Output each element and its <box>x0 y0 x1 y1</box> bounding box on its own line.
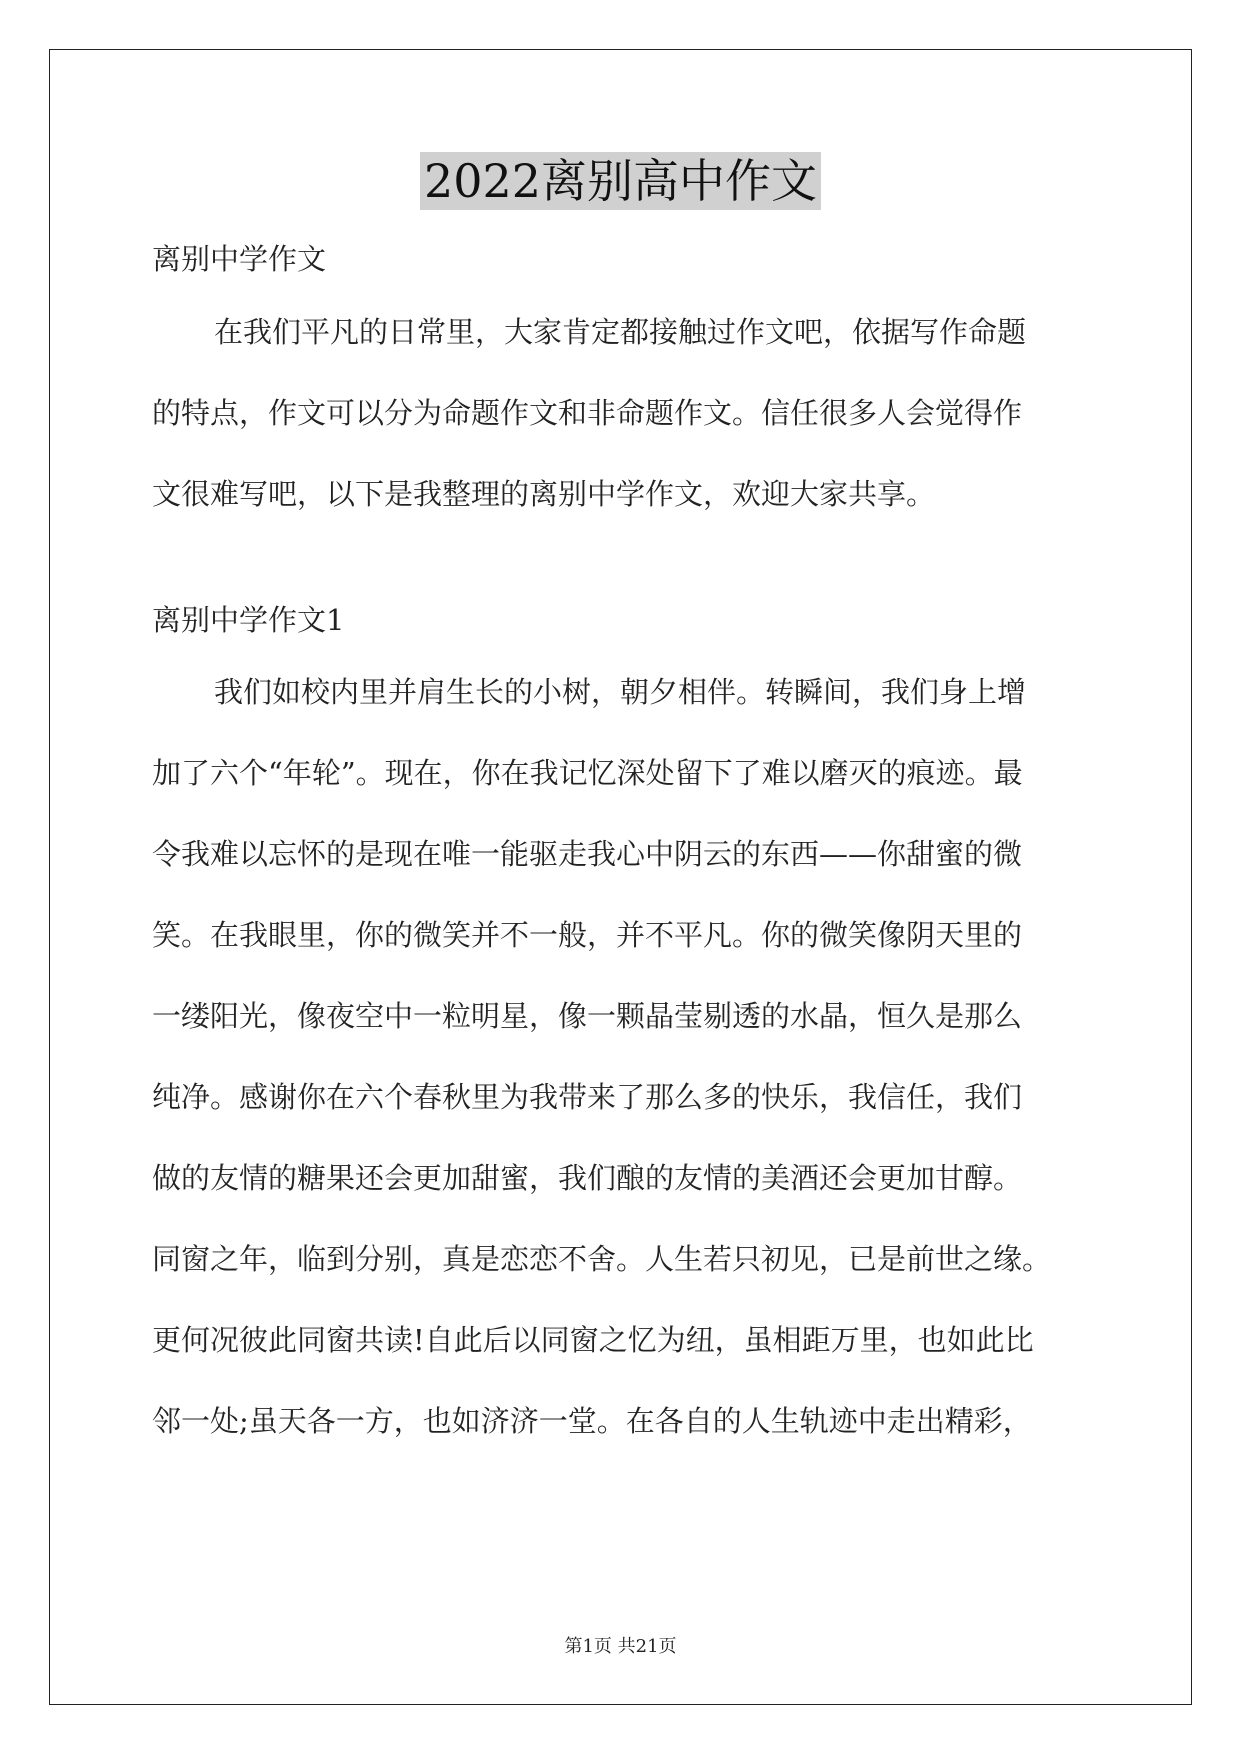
intro-paragraph <box>152 292 1092 535</box>
body-line: 一缕阳光，像夜空中一粒明星，像一颗晶莹剔透的水晶，恒久是那么 <box>152 999 1023 1033</box>
body-line: 笑。在我眼里，你的微笑并不一般，并不平凡。你的微笑像阴天里的 <box>152 918 1023 952</box>
body-line: 加了六个“年轮”。现在，你在我记忆深处留下了难以磨灭的痕迹。最 <box>152 756 1023 790</box>
body-line: 更何况彼此同窗共读!自此后以同窗之忆为纽，虽相距万里，也如此比 <box>152 1323 1034 1357</box>
document-title-wrap <box>0 152 1241 210</box>
section-heading-1: 离别中学作文 <box>152 242 327 276</box>
body-paragraph <box>152 652 1092 1462</box>
document-title: 2022离别高中作文 <box>420 152 821 210</box>
intro-line: 的特点，作文可以分为命题作文和非命题作文。信任很多人会觉得作 <box>152 396 1023 430</box>
intro-line: 在我们平凡的日常里，大家肯定都接触过作文吧，依据写作命题 <box>214 315 1027 349</box>
body-line: 我们如校内里并肩生长的小树，朝夕相伴。转瞬间，我们身上增 <box>214 675 1027 709</box>
body-line: 同窗之年，临到分别，真是恋恋不舍。人生若只初见，已是前世之缘。 <box>152 1242 1052 1276</box>
page-footer: 第1页 共21页 <box>564 1636 677 1657</box>
intro-line: 文很难写吧，以下是我整理的离别中学作文，欢迎大家共享。 <box>152 477 936 511</box>
body-line: 邻一处;虽天各一方，也如济济一堂。在各自的人生轨迹中走出精彩， <box>152 1404 1032 1438</box>
section-heading-2: 离别中学作文1 <box>152 603 345 637</box>
body-line: 令我难以忘怀的是现在唯一能驱走我心中阴云的东西——你甜蜜的微 <box>152 837 1023 871</box>
body-line: 做的友情的糖果还会更加甜蜜，我们酿的友情的美酒还会更加甘醇。 <box>152 1161 1023 1195</box>
body-line: 纯净。感谢你在六个春秋里为我带来了那么多的快乐，我信任，我们 <box>152 1080 1023 1114</box>
